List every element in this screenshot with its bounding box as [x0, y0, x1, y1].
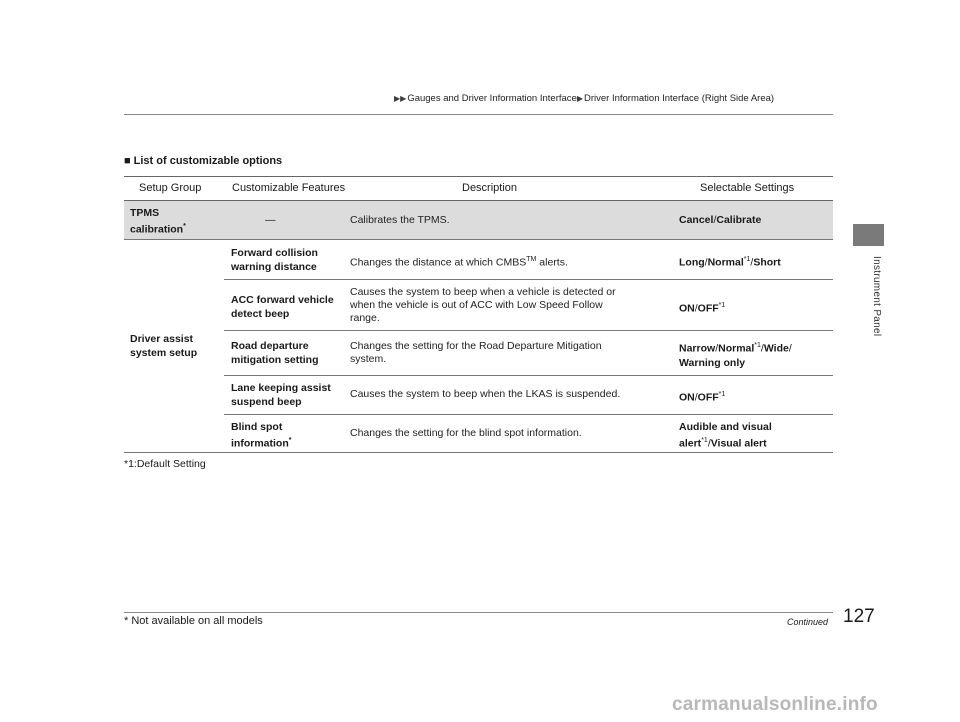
feature-line2: suspend beep	[231, 396, 302, 408]
footnote-marker: *1	[718, 391, 726, 398]
description-line1: Changes the setting for the Road Departure Mitigation	[350, 340, 602, 352]
feature-settings	[679, 339, 792, 370]
asterisk-marker: *	[288, 437, 292, 444]
description-line1: Causes the system to beep when a vehicle is detected or	[350, 286, 616, 298]
setting-value: Normal	[718, 342, 755, 355]
breadcrumb-part-2: Driver Information Interface (Right Side Area)	[583, 93, 775, 104]
setting-separator: /	[750, 256, 754, 269]
feature-name	[231, 339, 319, 367]
continued-label: Continued	[787, 617, 829, 627]
setting-value: Long	[679, 256, 705, 269]
triangle-right-icon: ▶▶	[394, 94, 407, 103]
square-bullet-icon: ■	[124, 155, 131, 167]
description-text: Causes the system to beep when the LKAS is suspended.	[350, 388, 621, 400]
feature-description	[350, 427, 670, 440]
setting-value: ON	[679, 302, 695, 315]
feature-line1: Forward collision	[231, 247, 318, 259]
table-row-tpms	[124, 201, 833, 240]
setting-value: Warning only	[679, 356, 746, 369]
tpms-settings	[679, 214, 761, 226]
feature-settings	[679, 420, 772, 451]
feature-settings	[679, 299, 725, 316]
setting-value: Narrow	[679, 342, 716, 355]
feature-line1: Road departure	[231, 340, 309, 352]
feature-line2: mitigation setting	[231, 354, 319, 366]
feature-settings	[679, 388, 725, 405]
description-text: Changes the setting for the blind spot information.	[350, 427, 582, 439]
setting-separator: /	[788, 342, 792, 355]
table-row	[224, 280, 833, 331]
feature-line2: warning distance	[231, 261, 317, 273]
feature-line2: detect beep	[231, 308, 290, 320]
feature-line1: Blind spot	[231, 421, 283, 433]
side-tab-marker	[853, 224, 884, 246]
setting-separator: /	[707, 437, 711, 450]
header-setup-group: Setup Group	[139, 182, 202, 194]
setting-separator: /	[760, 342, 764, 355]
feature-name	[231, 420, 291, 451]
description-text: Changes the distance at which CMBS	[350, 256, 527, 269]
setting-value: Cancel	[679, 214, 714, 226]
description-line2: system.	[350, 353, 387, 365]
feature-description	[350, 340, 670, 366]
footnote-marker: *1	[743, 256, 751, 263]
feature-name	[231, 246, 318, 274]
default-setting-footnote: *1:Default Setting	[124, 458, 206, 470]
table-group-driver-assist	[124, 240, 833, 453]
tpms-group-line2: calibration	[130, 223, 184, 236]
table-header	[124, 176, 833, 201]
setting-value: Short	[753, 256, 781, 269]
feature-line2: information	[231, 437, 289, 450]
section-title-text: List of customizable options	[133, 155, 283, 167]
watermark: carmanualsonline.info	[672, 694, 878, 715]
footnote-marker: *1	[701, 437, 708, 444]
feature-name	[231, 293, 334, 321]
asterisk-marker: *	[183, 223, 186, 230]
feature-description	[350, 286, 670, 325]
feature-settings	[679, 253, 781, 270]
header-rule	[124, 114, 833, 115]
description-text: alerts.	[536, 256, 568, 269]
setting-separator: /	[694, 391, 698, 404]
setting-separator: /	[715, 342, 719, 355]
description-line2: when the vehicle is out of ACC with Low Speed Follow	[350, 299, 603, 311]
group-label-line2: system setup	[130, 347, 198, 359]
feature-line1: Lane keeping assist	[231, 382, 331, 394]
table-row	[224, 331, 833, 376]
header-selectable-settings: Selectable Settings	[700, 182, 795, 194]
table-row	[224, 240, 833, 280]
setting-value: Visual alert	[710, 437, 767, 450]
setting-value: Wide	[763, 342, 789, 355]
table-row	[224, 376, 833, 415]
page-number: 127	[843, 606, 875, 627]
tpms-feature: —	[265, 214, 276, 226]
header-customizable-features: Customizable Features	[232, 182, 346, 194]
section-title	[124, 155, 282, 167]
setting-value: Audible and visual	[679, 421, 772, 433]
setting-value: Normal	[707, 256, 744, 269]
feature-description	[350, 388, 690, 401]
tpms-group-line1: TPMS	[130, 207, 160, 219]
setting-separator: /	[704, 256, 708, 269]
setting-value: Calibrate	[716, 214, 762, 226]
setting-value: ON	[679, 391, 695, 404]
setting-separator: /	[713, 214, 717, 226]
side-tab-label: Instrument Panel	[871, 256, 882, 337]
setting-separator: /	[694, 302, 698, 315]
feature-description	[350, 253, 670, 270]
not-available-note: * Not available on all models	[124, 615, 263, 627]
breadcrumb	[394, 93, 774, 104]
feature-name	[231, 381, 331, 409]
table-row	[224, 415, 833, 452]
setting-value: OFF	[697, 302, 719, 315]
setting-value: OFF	[697, 391, 719, 404]
customizable-options-table	[124, 176, 833, 453]
triangle-right-icon: ▶	[576, 94, 583, 103]
description-line3: range.	[350, 312, 380, 324]
tpms-group	[130, 207, 186, 237]
driver-assist-group-label	[130, 332, 197, 360]
footer-rule	[124, 612, 833, 613]
breadcrumb-part-1: Gauges and Driver Information Interface	[407, 93, 577, 104]
footnote-marker: *1	[754, 342, 761, 349]
header-description: Description	[462, 182, 518, 194]
footnote-marker: *1	[718, 302, 726, 309]
feature-line1: ACC forward vehicle	[231, 294, 334, 306]
setting-value: alert	[679, 437, 702, 450]
group-label-line1: Driver assist	[130, 333, 194, 345]
trademark-marker: TM	[526, 256, 537, 263]
tpms-description: Calibrates the TPMS.	[350, 214, 450, 226]
